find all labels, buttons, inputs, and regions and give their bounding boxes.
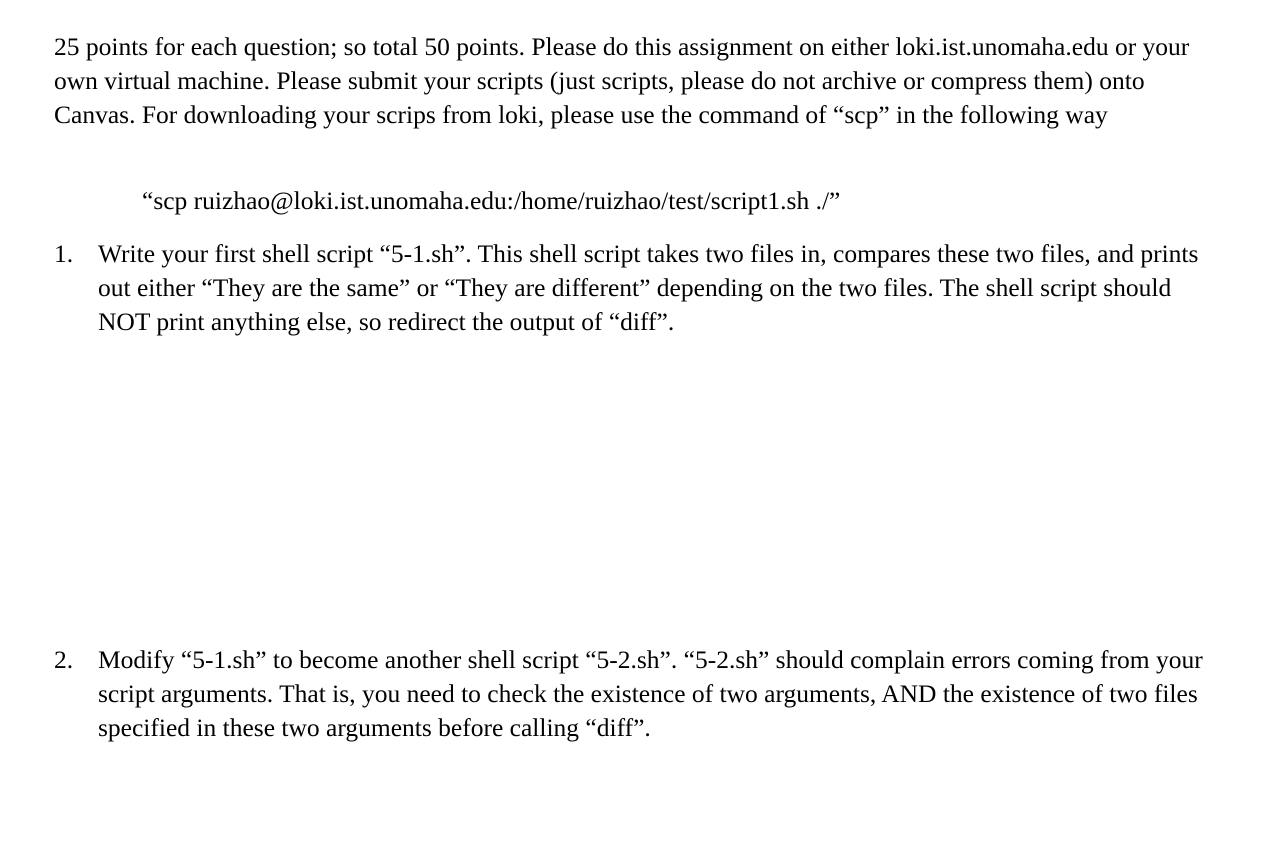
question-1 <box>54 237 1224 339</box>
question-2-number: 2. <box>54 645 74 674</box>
intro-paragraph: 25 points for each question; so total 50 points. Please do this assignment on either loki.ist.unomaha.edu or your own virtual machine. Please submit your scripts (just scripts, please do not archive or compress them) onto Canvas. For downloading your scrips from loki, please use the command of “scp” in the following way <box>54 32 1190 129</box>
question-1-text: Write your first shell script “5-1.sh”. This shell script takes two files in, compares these two files, and prints out either “They are the same” or “They are different” depending on the two files. The shell script should NOT print anything else, so redirect the output of “diff”. <box>98 239 1199 336</box>
scp-command-example: “scp ruizhao@loki.ist.unomaha.edu:/home/ruizhao/test/script1.sh ./” <box>142 186 841 215</box>
question-2 <box>54 643 1224 745</box>
question-1-number: 1. <box>54 239 74 268</box>
question-2-text: Modify “5-1.sh” to become another shell script “5-2.sh”. “5-2.sh” should complain errors coming from your script arguments. That is, you need to check the existence of two arguments, AND the existence of two files specified in these two arguments before calling “diff”. <box>98 645 1203 742</box>
